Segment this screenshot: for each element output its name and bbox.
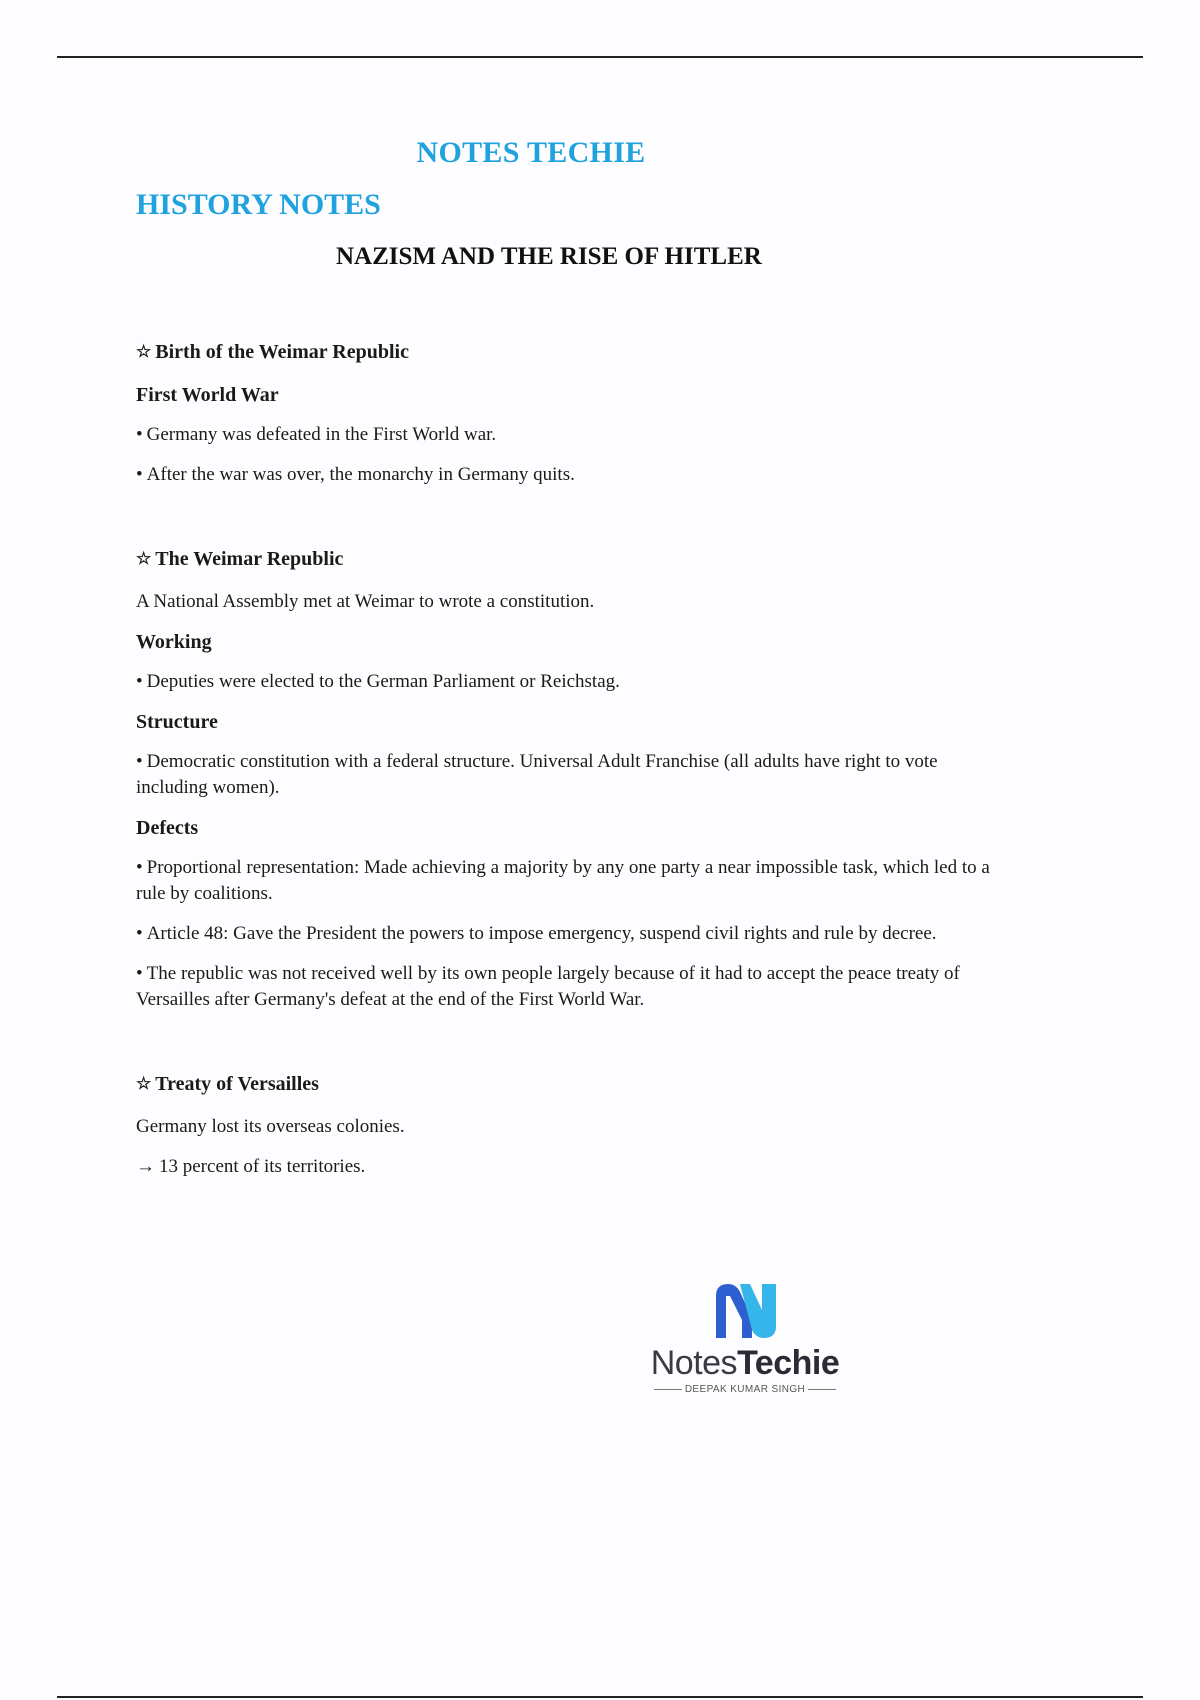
subheading-working: Working (136, 631, 212, 653)
logo-tagline-text: DEEPAK KUMAR SINGH (684, 1384, 806, 1395)
bullet-item (136, 749, 996, 801)
top-rule (57, 56, 1143, 58)
bullet-item (136, 921, 996, 947)
star-icon: ☆ (136, 549, 152, 568)
bullet-text: The republic was not received well by its own people largely because of it had to accept the peace treaty of Versailles after Germany's defeat at the end of the First World War. (136, 963, 960, 1010)
logo-word-light: Notes (650, 1344, 738, 1382)
document-title: NAZISM AND THE RISE OF HITLER (336, 243, 762, 270)
logo-wordmark (640, 1344, 850, 1383)
star-icon: ☆ (136, 1074, 152, 1093)
bottom-rule (57, 1696, 1143, 1698)
bullet-text: Deputies were elected to the German Parliament or Reichstag. (146, 671, 620, 692)
bullet-icon: • (136, 671, 143, 692)
paragraph: Germany lost its overseas colonies. (136, 1116, 405, 1137)
logo-tagline (648, 1384, 842, 1395)
brand-title: NOTES TECHIE (416, 136, 646, 169)
star-icon: ☆ (136, 342, 152, 361)
bullet-item (136, 961, 996, 1013)
subheading-first-world-war: First World War (136, 384, 279, 406)
bullet-text: Germany was defeated in the First World war. (146, 424, 497, 445)
arrow-item-text: 13 percent of its territories. (159, 1156, 366, 1177)
notes-techie-logo (640, 1280, 850, 1400)
arrow-item (136, 1154, 996, 1180)
bullet-icon: • (136, 963, 143, 984)
section-heading-text: Birth of the Weimar Republic (155, 341, 409, 363)
bullet-text: Democratic constitution with a federal structure. Universal Adult Franchise (all adults have right to vote including women). (136, 751, 938, 798)
bullet-icon: • (136, 923, 143, 944)
section-heading-versailles (136, 1071, 996, 1098)
subject-title: HISTORY NOTES (136, 188, 381, 221)
logo-n-icon (712, 1280, 780, 1340)
bullet-text: Proportional representation: Made achieving a majority by any one party a near impossible task, which led to a rule by coalitions. (136, 857, 990, 904)
bullet-text: After the war was over, the monarchy in Germany quits. (146, 464, 575, 485)
bullet-item (136, 462, 996, 488)
section-heading-birth (136, 339, 996, 366)
bullet-icon: • (136, 751, 143, 772)
bullet-icon: • (136, 857, 143, 878)
paragraph: A National Assembly met at Weimar to wrote a constitution. (136, 591, 595, 612)
section-heading-weimar (136, 546, 996, 573)
arrow-right-icon: → (136, 1156, 155, 1177)
bullet-item (136, 855, 996, 907)
bullet-icon: • (136, 464, 143, 485)
logo-word-bold: Techie (737, 1344, 840, 1382)
subheading-structure: Structure (136, 711, 218, 733)
bullet-item (136, 669, 996, 695)
notes-content (136, 339, 996, 1194)
section-heading-text: Treaty of Versailles (155, 1073, 319, 1095)
subheading-defects: Defects (136, 817, 199, 839)
section-heading-text: The Weimar Republic (155, 548, 344, 570)
bullet-text: Article 48: Gave the President the powers to impose emergency, suspend civil rights and rule by decree. (146, 923, 937, 944)
bullet-icon: • (136, 424, 143, 445)
bullet-item (136, 422, 996, 448)
